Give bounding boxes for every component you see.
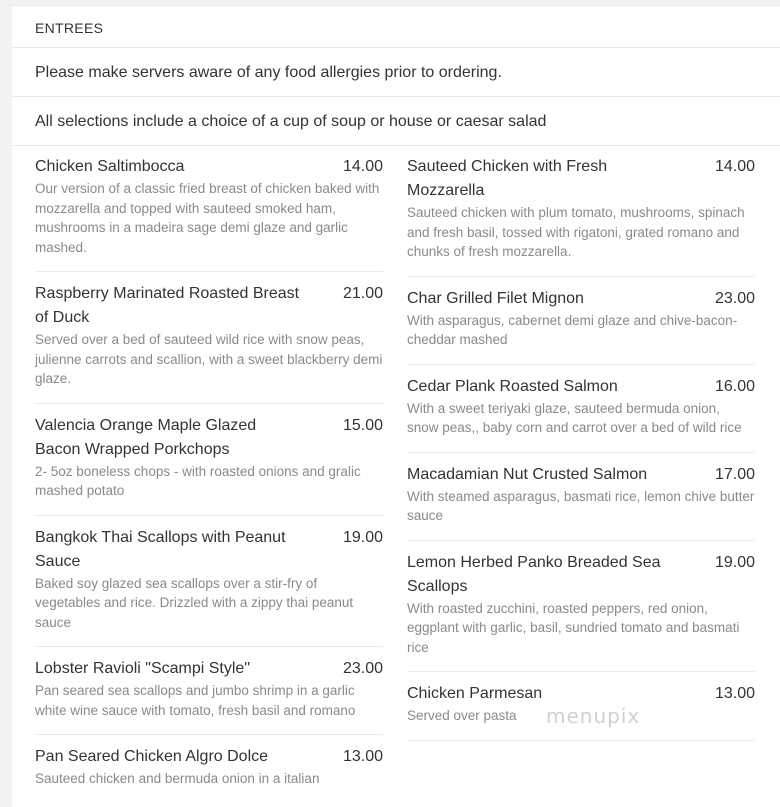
item-name: Chicken Parmesan xyxy=(407,685,543,702)
menu-item xyxy=(35,745,383,803)
menu-item xyxy=(407,551,755,673)
item-price: 21.00 xyxy=(342,285,383,302)
item-price: 19.00 xyxy=(342,528,383,546)
item-price: 15.00 xyxy=(342,416,383,434)
item-description: Pan seared sea scallops and jumbo shrimp in a garlic white wine sauce with tomato, fresh basil and romano xyxy=(35,683,356,718)
item-name: Valencia Orange Maple Glazed Bacon Wrapped Porkchops xyxy=(35,416,257,458)
item-name: Raspberry Marinated Roasted Breast of Duck xyxy=(35,285,300,326)
item-name: Char Grilled Filet Mignon xyxy=(407,289,584,307)
menu-item xyxy=(35,414,383,516)
item-name: Lobster Ravioli "Scampi Style" xyxy=(35,660,250,677)
item-price: 13.00 xyxy=(342,748,383,765)
item-price: 17.00 xyxy=(714,465,755,483)
menu-card xyxy=(12,7,780,807)
menu-item xyxy=(35,526,383,648)
item-description: Sauteed chicken and bermuda onion in a italian xyxy=(35,771,320,786)
item-price: 13.00 xyxy=(714,685,755,702)
item-description: Our version of a classic fried breast of chicken baked with mozzarella and topped with sauteed smoked ham, mushrooms in a madeira sage demi glaze and garlic mashed. xyxy=(35,181,380,255)
menu-item xyxy=(35,282,383,404)
item-description: Sauteed chicken with plum tomato, mushrooms, spinach and fresh basil, tossed with rigatoni, grated romano and chunks of fresh mozzarella. xyxy=(407,205,745,259)
item-name: Chicken Saltimbocca xyxy=(35,158,185,175)
menu-item xyxy=(35,657,383,735)
left-column xyxy=(35,155,383,807)
menu-item xyxy=(407,375,755,453)
item-description: With steamed asparagus, basmati rice, lemon chive butter sauce xyxy=(407,488,755,523)
right-column xyxy=(407,155,755,756)
item-name: Lemon Herbed Panko Breaded Sea Scallops xyxy=(407,553,661,595)
menu-item xyxy=(35,155,383,272)
item-price: 14.00 xyxy=(342,158,383,175)
item-name: Cedar Plank Roasted Salmon xyxy=(407,377,618,395)
item-description: 2- 5oz boneless chops - with roasted onions and gralic mashed potato xyxy=(35,463,361,498)
item-price: 16.00 xyxy=(714,377,755,395)
item-price: 19.00 xyxy=(714,553,755,571)
item-name: Bangkok Thai Scallops with Peanut Sauce xyxy=(35,528,286,570)
item-description: With roasted zucchini, roasted peppers, red onion, eggplant with garlic, basil, sundried tomato and basmati rice xyxy=(407,600,740,655)
item-description: With asparagus, cabernet demi glaze and chive-bacon-cheddar mashed xyxy=(407,312,738,347)
item-description: Served over pasta xyxy=(407,708,517,723)
item-name: Sauteed Chicken with Fresh Mozzarella xyxy=(407,158,608,199)
menu-item xyxy=(407,155,755,277)
menu-item xyxy=(407,287,755,365)
item-price: 14.00 xyxy=(714,158,755,175)
item-description: Served over a bed of sauteed wild rice with snow peas, julienne carrots and scallion, with a sweet blackberry demi glaze. xyxy=(35,332,383,386)
section-title: ENTREES xyxy=(12,7,780,48)
watermark: menupix xyxy=(546,704,641,728)
item-description: With a sweet teriyaki glaze, sauteed bermuda onion, snow peas,, baby corn and carrot over a bed of wild rice xyxy=(407,400,742,435)
item-price: 23.00 xyxy=(342,660,383,677)
item-price: 23.00 xyxy=(714,289,755,307)
menu-item xyxy=(407,463,755,541)
item-description: Baked soy glazed sea scallops over a stir-fry of vegetables and rice. Drizzled with a zippy thai peanut sauce xyxy=(35,575,354,630)
item-name: Pan Seared Chicken Algro Dolce xyxy=(35,748,269,765)
sides-notice: All selections include a choice of a cup of soup or house or caesar salad xyxy=(12,97,780,146)
allergy-notice: Please make servers aware of any food allergies prior to ordering. xyxy=(12,48,780,97)
item-name: Macadamian Nut Crusted Salmon xyxy=(407,465,648,483)
